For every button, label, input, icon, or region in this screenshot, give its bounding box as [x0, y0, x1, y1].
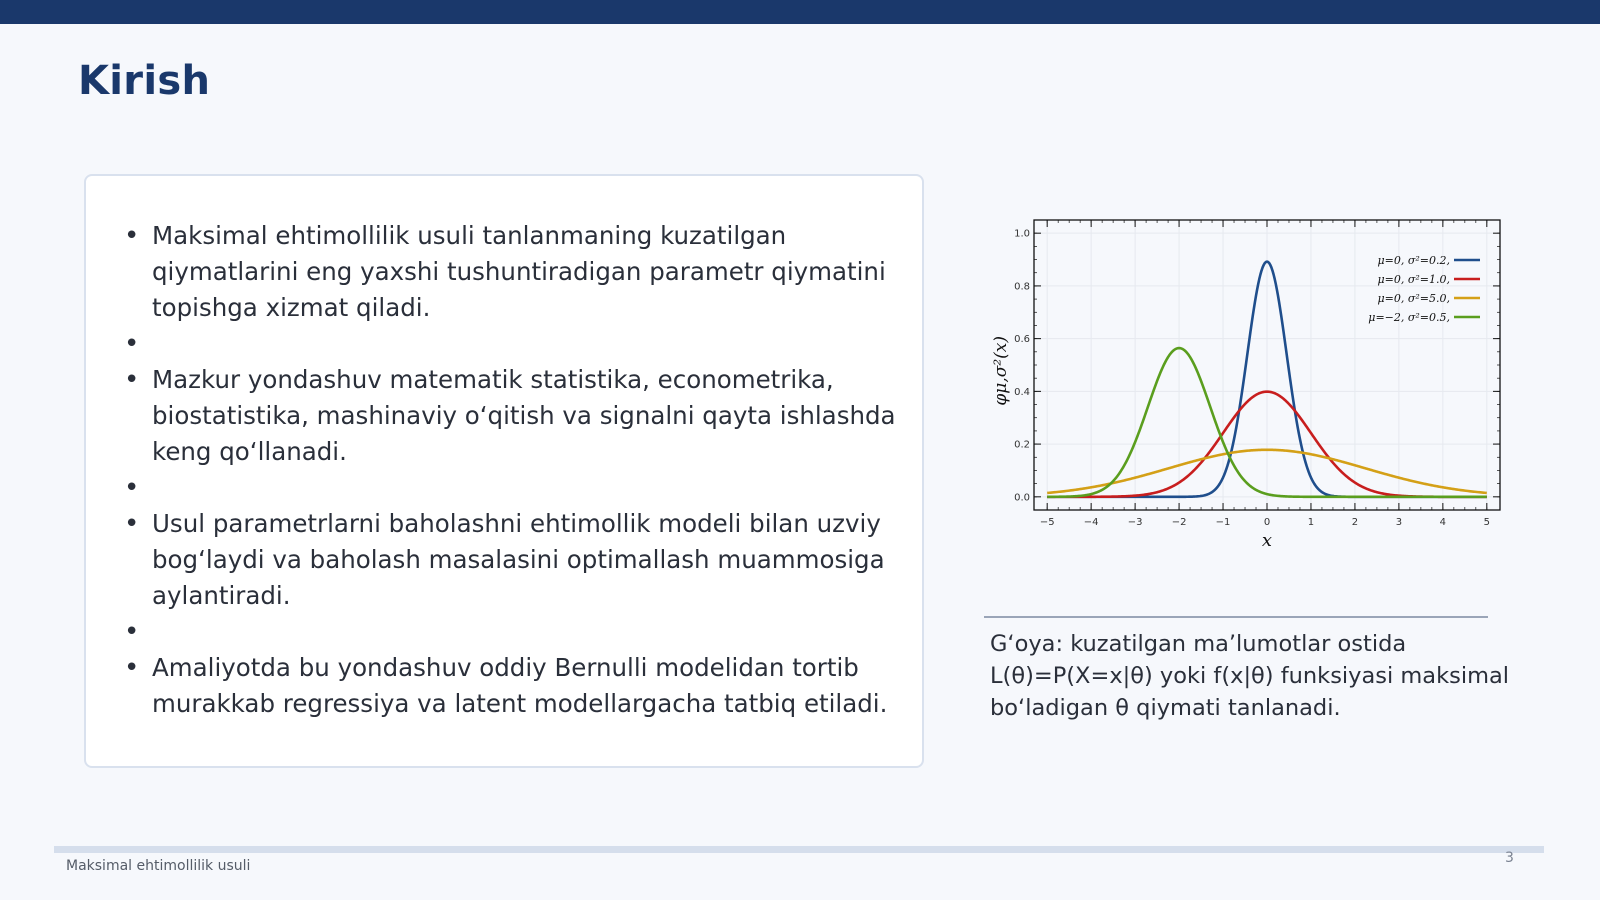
bullet-item-empty: [124, 326, 904, 362]
y-tick-label: 0.8: [1014, 281, 1030, 293]
y-tick-label: 1.0: [1014, 228, 1030, 240]
x-tick-label: 2: [1351, 517, 1359, 528]
y-tick-label: 0.4: [1014, 386, 1030, 398]
footer-title: Maksimal ehtimollilik usuli: [66, 858, 251, 874]
x-tick-label: 4: [1439, 517, 1447, 528]
y-axis-title: φμ,σ²(x): [991, 335, 1011, 406]
legend-label: μ=0, σ²=5.0,: [1377, 292, 1450, 305]
x-tick-label: 1: [1307, 517, 1315, 528]
x-tick-label: −3: [1127, 517, 1143, 528]
legend-label: μ=−2, σ²=0.5,: [1368, 311, 1450, 324]
y-tick-label: 0.6: [1014, 334, 1030, 346]
footer-line: [54, 846, 1544, 853]
x-tick-label: −1: [1215, 517, 1231, 528]
x-tick-label: −2: [1171, 517, 1187, 528]
x-tick-label: 3: [1395, 517, 1403, 528]
bullet-item: • Mazkur yondashuv matematik statistika, econometrika, biostatistika, mashinaviy o‘qitish va signalni qayta ishlashda keng qo‘llanadi.: [124, 362, 904, 470]
figure-caption: G‘oya: kuzatilgan ma’lumotlar ostida L(θ)=P(X=x|θ) yoki f(x|θ) funksiyasi maksimal bo‘ladigan θ qiymati tanlanadi.: [990, 631, 1510, 721]
legend-label: μ=0, σ²=1.0,: [1377, 273, 1450, 286]
x-axis-title: x: [1261, 530, 1273, 551]
caption-divider: [984, 616, 1488, 618]
x-tick-label: 5: [1483, 517, 1490, 528]
x-tick-label: −5: [1039, 517, 1055, 528]
y-tick-label: 0.2: [1014, 439, 1030, 451]
slide-title: Kirish: [78, 58, 211, 104]
bullet-list: [124, 218, 904, 722]
bullet-item-empty: [124, 614, 904, 650]
chart-legend: [1368, 254, 1480, 324]
y-tick-label: 0.0: [1014, 492, 1030, 504]
bullet-card: [84, 174, 924, 768]
page-number: 3: [1505, 850, 1514, 866]
x-tick-label: −4: [1083, 517, 1099, 528]
x-tick-label: 0: [1263, 517, 1271, 528]
bullet-item: • Amaliyotda bu yondashuv oddiy Bernulli modelidan tortib murakkab regressiya va latent modellargacha tatbiq etiladi.: [124, 650, 904, 722]
bullet-item: • Maksimal ehtimollilik usuli tanlanmaning kuzatilgan qiymatlarini eng yaxshi tushuntiradigan parametr qiymatini topishga xizmat qiladi.: [124, 218, 904, 326]
bullet-item: • Usul parametrlarni baholashni ehtimollik modeli bilan uzviy bog‘laydi va baholash masalasini optimallash muammosiga aylantiradi.: [124, 506, 904, 614]
normal-distribution-chart: [982, 212, 1520, 562]
top-accent-bar: [0, 0, 1600, 24]
legend-label: μ=0, σ²=0.2,: [1377, 254, 1450, 267]
bullet-item-empty: [124, 470, 904, 506]
